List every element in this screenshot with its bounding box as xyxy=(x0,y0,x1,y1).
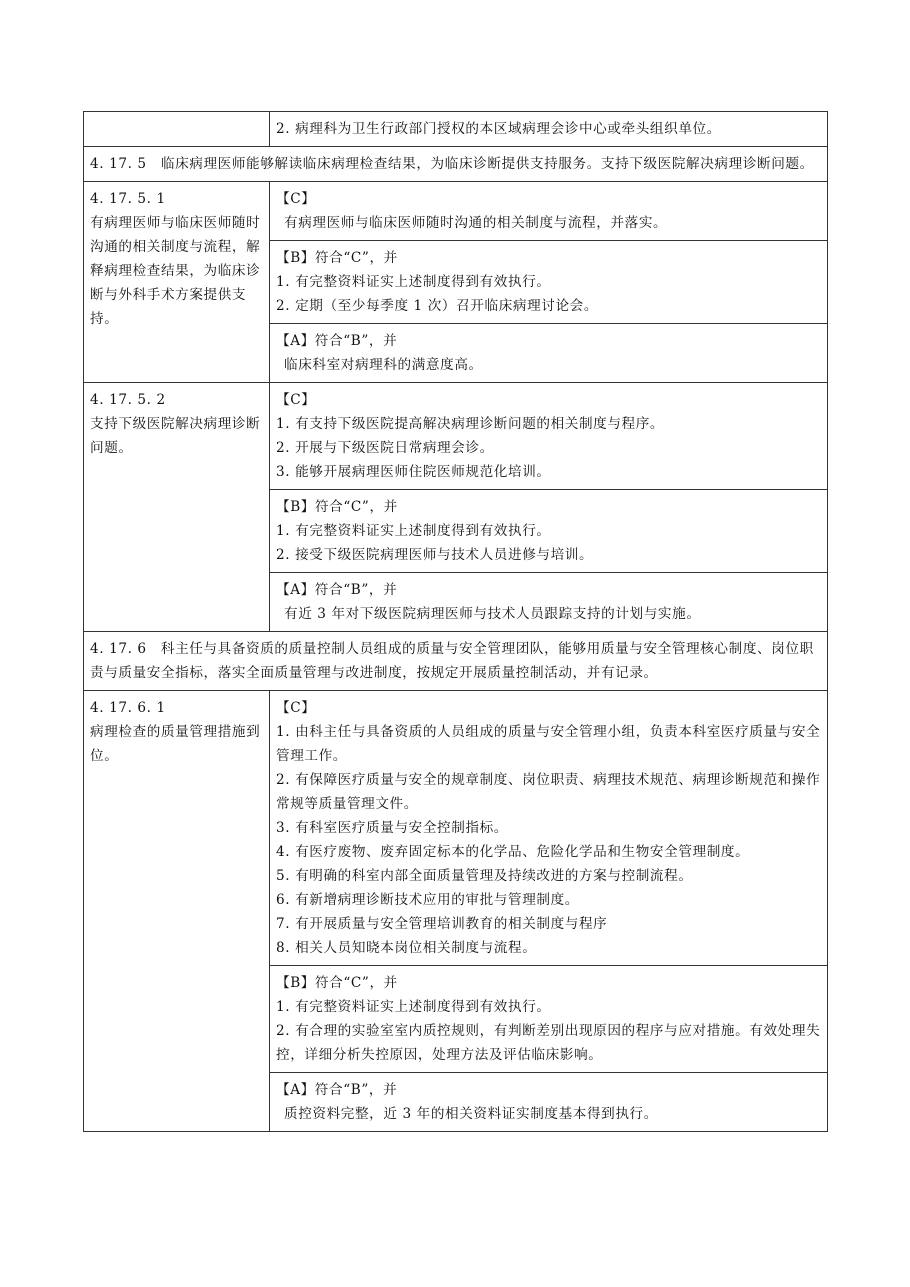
item-cell xyxy=(84,383,270,632)
grade-item: 5. 有明确的科室内部全面质量管理及持续改进的方案与控制流程。 xyxy=(276,868,693,884)
grade-c-cell xyxy=(270,182,828,241)
section-heading: 4. 17. 6 科主任与具备资质的质量控制人员组成的质量与安全管理团队，能够用质量与安全管理核心制度、岗位职责与质量安全指标，落实全面质量管理与改进制度，按规定开展质量控制活动，并有记录。 xyxy=(84,632,828,691)
item-code: 4. 17. 6. 1 xyxy=(90,700,166,716)
item-description: 有病理医师与临床医师随时沟通的相关制度与流程，解释病理检查结果，为临床诊断与外科手术方案提供支持。 xyxy=(90,215,261,327)
item-description: 支持下级医院解决病理诊断问题。 xyxy=(90,416,261,456)
grade-item: 8. 相关人员知晓本岗位相关制度与流程。 xyxy=(276,940,537,956)
grade-heading: 【B】符合“C”，并 xyxy=(276,499,398,515)
grade-item: 有病理医师与临床医师随时沟通的相关制度与流程，并落实。 xyxy=(284,215,668,231)
grade-item: 2. 有保障医疗质量与安全的规章制度、岗位职责、病理技术规范、病理诊断规范和操作常规等质量管理文件。 xyxy=(276,772,821,812)
item-code: 4. 17. 5. 2 xyxy=(90,392,166,408)
grade-item: 1. 有完整资料证实上述制度得到有效执行。 xyxy=(276,523,551,539)
grade-item: 有近 3 年对下级医院病理医师与技术人员跟踪支持的计划与实施。 xyxy=(284,606,701,622)
standards-table xyxy=(83,111,828,1132)
grade-item: 3. 有科室医疗质量与安全控制指标。 xyxy=(276,820,508,836)
item-description: 病理检查的质量管理措施到位。 xyxy=(90,724,261,764)
grade-heading: 【C】 xyxy=(276,700,316,716)
grade-item: 6. 有新增病理诊断技术应用的审批与管理制度。 xyxy=(276,892,579,908)
grade-heading: 【C】 xyxy=(276,191,316,207)
grade-item: 1. 由科主任与具备资质的人员组成的质量与安全管理小组，负责本科室医疗质量与安全管理工作。 xyxy=(276,724,821,764)
grade-c-cell xyxy=(270,383,828,490)
table-row xyxy=(84,182,828,241)
table-row xyxy=(84,383,828,490)
grade-item: 2. 接受下级医院病理医师与技术人员进修与培训。 xyxy=(276,547,594,563)
grade-c-cell xyxy=(270,691,828,966)
grade-item: 质控资料完整，近 3 年的相关资料证实制度基本得到执行。 xyxy=(284,1106,658,1122)
grade-heading: 【B】符合“C”，并 xyxy=(276,975,398,991)
grade-a-cell xyxy=(270,324,828,383)
grade-item: 2. 定期（至少每季度 1 次）召开临床病理讨论会。 xyxy=(276,298,599,314)
grade-item: 1. 有完整资料证实上述制度得到有效执行。 xyxy=(276,274,551,290)
grade-item: 2. 开展与下级医院日常病理会诊。 xyxy=(276,440,494,456)
grade-a-cell xyxy=(270,1073,828,1132)
grade-heading: 【B】符合“C”，并 xyxy=(276,250,398,266)
grade-b-cell xyxy=(270,966,828,1073)
criterion-text: 2. 病理科为卫生行政部门授权的本区域病理会诊中心或牵头组织单位。 xyxy=(276,121,721,137)
section-row xyxy=(84,632,828,691)
grade-a-cell xyxy=(270,573,828,632)
grade-item: 临床科室对病理科的满意度高。 xyxy=(284,357,483,373)
item-code: 4. 17. 5. 1 xyxy=(90,191,166,207)
grade-item: 3. 能够开展病理医师住院医师规范化培训。 xyxy=(276,464,551,480)
grade-item: 1. 有完整资料证实上述制度得到有效执行。 xyxy=(276,999,551,1015)
table-row xyxy=(84,112,828,147)
criterion-cell xyxy=(270,112,828,147)
grade-heading: 【A】符合“B”，并 xyxy=(276,1082,398,1098)
grade-heading: 【A】符合“B”，并 xyxy=(276,582,398,598)
section-row xyxy=(84,147,828,182)
table-row xyxy=(84,691,828,966)
section-heading: 4. 17. 5 临床病理医师能够解读临床病理检查结果，为临床诊断提供支持服务。支持下级医院解决病理诊断问题。 xyxy=(84,147,828,182)
empty-cell xyxy=(84,112,270,147)
item-cell xyxy=(84,691,270,1132)
grade-b-cell xyxy=(270,490,828,573)
item-cell xyxy=(84,182,270,383)
grade-item: 7. 有开展质量与安全管理培训教育的相关制度与程序 xyxy=(276,916,608,932)
grade-item: 1. 有支持下级医院提高解决病理诊断问题的相关制度与程序。 xyxy=(276,416,665,432)
grade-heading: 【A】符合“B”，并 xyxy=(276,333,398,349)
grade-item: 2. 有合理的实验室室内质控规则，有判断差别出现原因的程序与应对措施。有效处理失控，详细分析失控原因，处理方法及评估临床影响。 xyxy=(276,1023,821,1063)
grade-item: 4. 有医疗废物、废弃固定标本的化学品、危险化学品和生物安全管理制度。 xyxy=(276,844,750,860)
grade-heading: 【C】 xyxy=(276,392,316,408)
grade-b-cell xyxy=(270,241,828,324)
